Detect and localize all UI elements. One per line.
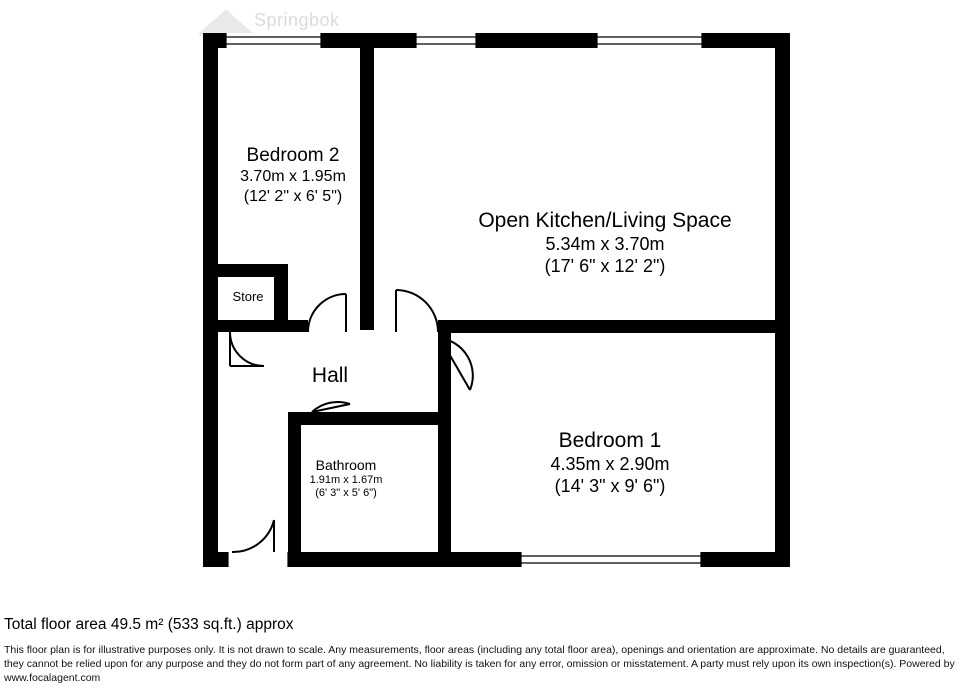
room-name: Hall [311, 364, 349, 387]
room-dimensions-metric: 3.70m x 1.95m [240, 168, 346, 186]
room-label-hall [260, 363, 400, 389]
room-label-bathroom [266, 457, 426, 501]
room-dimensions-imperial: (17' 6" x 12' 2") [544, 255, 666, 276]
disclaimer-text: This floor plan is for illustrative purposes only. It is not drawn to scale. Any measurements, floor areas (including any total floor area), openings and orientation are approximate. No details are guaranteed, they cannot be relied upon for any purpose and they do not form part of any agreement. No liability is taken for any error, omission or misstatement. A party must rely upon its own inspection(s). Powered by www.focalagent.com [4, 644, 955, 685]
room-dimensions-metric: 5.34m x 3.70m [545, 233, 665, 254]
room-name: Bedroom 2 [246, 145, 340, 166]
room-dimensions-metric: 1.91m x 1.67m [309, 474, 383, 487]
room-dimensions-metric: 4.35m x 2.90m [550, 453, 670, 474]
room-dimensions-imperial: (14' 3" x 9' 6") [554, 475, 666, 496]
room-label-bedroom-2 [183, 144, 403, 206]
total-floor-area-text: Total floor area 49.5 m² (533 sq.ft.) approx [4, 616, 294, 633]
room-dimensions-imperial: (12' 2" x 6' 5") [243, 187, 343, 205]
room-name: Store [232, 289, 264, 304]
room-label-open-kitchen-living-space [455, 208, 755, 278]
room-name: Open Kitchen/Living Space [478, 209, 732, 232]
room-label-bedroom-1 [460, 428, 760, 498]
watermark-brand: Springbok [254, 10, 340, 30]
room-name: Bedroom 1 [558, 429, 662, 452]
room-dimensions-imperial: (6' 3" x 5' 6") [315, 487, 377, 500]
room-label-store [198, 289, 298, 305]
room-name: Bathroom [315, 457, 377, 473]
